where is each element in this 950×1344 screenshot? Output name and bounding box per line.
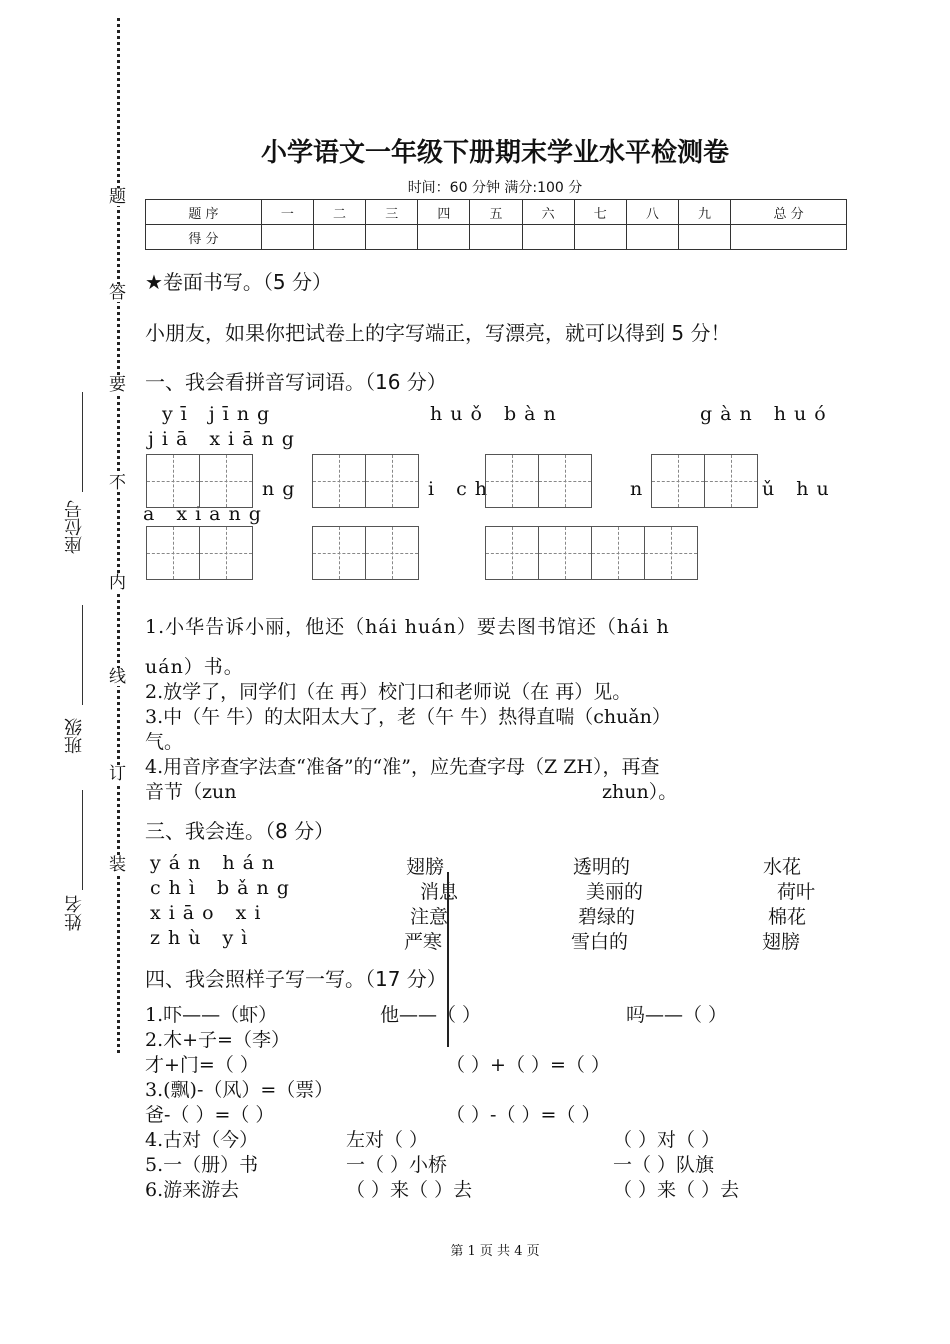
pinyin-prompt-fragment: ng <box>262 478 303 500</box>
score-header-cell: 五 <box>470 200 522 225</box>
match-word[interactable]: 严寒 <box>404 931 443 953</box>
binding-dotted-line <box>117 18 120 1053</box>
page-footer: 第 1 页 共 4 页 <box>450 1244 540 1259</box>
class-label: 班级 <box>64 718 85 754</box>
writing-grid[interactable] <box>146 526 253 580</box>
seat-number-line <box>82 392 83 492</box>
pinyin-prompt: huǒ bàn <box>430 403 564 425</box>
exercise-item[interactable]: （ ）-（ ）=（ ） <box>446 1104 601 1126</box>
writing-grid[interactable] <box>485 454 592 508</box>
score-header-cell: 七 <box>574 200 626 225</box>
score-cell[interactable] <box>678 225 730 250</box>
pinyin-prompt-fragment: ǔ hu <box>762 478 837 500</box>
score-table-score-row <box>146 225 847 250</box>
seal-char: 题 <box>109 187 126 207</box>
match-word[interactable]: 消息 <box>420 881 459 903</box>
score-cell[interactable] <box>313 225 365 250</box>
score-header-cell: 三 <box>366 200 418 225</box>
page-title: 小学语文一年级下册期末学业水平检测卷 <box>260 138 729 168</box>
match-pinyin[interactable]: zhù yì <box>150 927 256 949</box>
exercise-item[interactable]: 爸-（ ）=（ ） <box>145 1104 275 1126</box>
section2-question: 气。 <box>145 731 184 753</box>
score-header-cell: 二 <box>313 200 365 225</box>
score-header-cell: 一 <box>261 200 313 225</box>
pinyin-prompt-fragment: a xiang <box>143 503 269 525</box>
seal-char: 内 <box>109 573 126 593</box>
pinyin-prompt: gàn huó <box>700 403 834 425</box>
match-pinyin[interactable]: chì bǎng <box>150 877 297 899</box>
match-word[interactable]: 注意 <box>410 906 449 928</box>
match-noun[interactable]: 水花 <box>763 856 802 878</box>
section2-question: uán）书。 <box>145 656 244 678</box>
score-header-cell: 四 <box>418 200 470 225</box>
section2-question: 4.用音序查字法查“准备”的“准”，应先查字母（Z ZH），再查 <box>145 756 660 778</box>
handwriting-heading: ★卷面书写。（5 分） <box>145 270 333 294</box>
pinyin-prompt: yī jīng <box>162 403 278 425</box>
pinyin-prompt-fragment: n <box>630 478 651 500</box>
score-cell[interactable] <box>261 225 313 250</box>
seat-number-label: 座位号 <box>64 500 85 554</box>
match-adjective[interactable]: 透明的 <box>573 856 631 878</box>
writing-grid[interactable] <box>651 454 758 508</box>
seal-char: 答 <box>109 283 126 303</box>
section2-question: 1.小华告诉小丽，他还（hái huán）要去图书馆还（hái h <box>145 616 670 638</box>
seal-char: 不 <box>109 473 126 493</box>
match-adjective[interactable]: 碧绿的 <box>578 906 636 928</box>
score-cell[interactable] <box>574 225 626 250</box>
exercise-item[interactable]: （ ）+（ ）=（ ） <box>446 1054 610 1076</box>
score-cell[interactable] <box>731 225 847 250</box>
score-cell[interactable] <box>470 225 522 250</box>
match-adjective[interactable]: 雪白的 <box>571 931 629 953</box>
pinyin-prompt: jiā xiāng <box>148 428 302 450</box>
match-adjective[interactable]: 美丽的 <box>586 881 644 903</box>
score-header-cell: 六 <box>522 200 574 225</box>
section3-heading: 三、我会连。（8 分） <box>145 819 335 843</box>
name-line <box>82 790 83 890</box>
exercise-item: 2.木+子=（李） <box>145 1029 290 1051</box>
exercise-item[interactable]: （ ）对（ ） <box>613 1129 721 1151</box>
exam-info: 时间：60 分钟 满分:100 分 <box>407 180 583 196</box>
exercise-item: 3.(飘)-（风）=（票） <box>145 1079 334 1101</box>
exercise-item[interactable]: 才+门=（ ） <box>145 1054 259 1076</box>
seal-char: 线 <box>109 667 126 687</box>
section2-question: 2.放学了，同学们（在 再）校门口和老师说（在 再）见。 <box>145 681 632 703</box>
match-noun[interactable]: 荷叶 <box>777 881 816 903</box>
name-label: 姓名 <box>64 895 85 931</box>
writing-grid[interactable] <box>312 526 419 580</box>
section4-heading: 四、我会照样子写一写。（17 分） <box>145 967 447 991</box>
score-cell[interactable] <box>418 225 470 250</box>
score-row-label: 得 分 <box>146 225 262 250</box>
exercise-item[interactable]: （ ）来（ ）去 <box>613 1179 740 1201</box>
section2-heading: 二、我会选择正确的答案画“√”。（8 分） <box>145 570 508 594</box>
match-noun[interactable]: 棉花 <box>768 906 807 928</box>
class-line <box>82 605 83 705</box>
seal-char: 订 <box>109 764 126 784</box>
exercise-item[interactable]: 他——（ ） <box>380 1004 482 1026</box>
exercise-item: 6.游来游去 <box>145 1179 240 1201</box>
exercise-item[interactable]: 左对（ ） <box>346 1129 429 1151</box>
exercise-item: 4.古对（今） <box>145 1129 259 1151</box>
exercise-item: 5.一（册）书 <box>145 1154 259 1176</box>
score-cell[interactable] <box>522 225 574 250</box>
exercise-item[interactable]: 一（ ）队旗 <box>613 1154 715 1176</box>
score-table <box>145 199 847 250</box>
exercise-item[interactable]: 吗——（ ） <box>626 1004 728 1026</box>
match-noun[interactable]: 翅膀 <box>762 931 801 953</box>
writing-grid[interactable] <box>485 526 698 580</box>
writing-grid[interactable] <box>146 454 253 508</box>
score-table-header-row <box>146 200 847 225</box>
exercise-item: 1.吓——（虾） <box>145 1004 278 1026</box>
section2-question: zhun）。 <box>602 781 678 803</box>
score-cell[interactable] <box>366 225 418 250</box>
match-word[interactable]: 翅膀 <box>406 856 445 878</box>
exercise-item[interactable]: （ ）来（ ）去 <box>346 1179 473 1201</box>
score-header-cell: 总 分 <box>731 200 847 225</box>
section1-heading: 一、我会看拼音写词语。（16 分） <box>145 370 447 394</box>
match-pinyin[interactable]: xiāo xi <box>150 902 269 924</box>
seal-char: 要 <box>109 375 126 395</box>
seal-char: 装 <box>109 855 126 875</box>
score-header-cell: 九 <box>678 200 730 225</box>
writing-grid[interactable] <box>312 454 419 508</box>
match-pinyin[interactable]: yán hán <box>150 852 283 874</box>
pinyin-prompt-fragment: i ch <box>428 478 495 500</box>
score-header-cell: 八 <box>626 200 678 225</box>
score-cell[interactable] <box>626 225 678 250</box>
section2-question: 3.中（午 牛）的太阳太大了，老（午 牛）热得直喘（chuǎn） <box>145 706 671 728</box>
section2-question: 音节（zun <box>145 781 237 803</box>
handwriting-text: 小朋友，如果你把试卷上的字写端正，写漂亮，就可以得到 5 分！ <box>145 321 731 345</box>
exercise-item[interactable]: 一（ ）小桥 <box>346 1154 448 1176</box>
score-header-cell: 题 序 <box>146 200 262 225</box>
